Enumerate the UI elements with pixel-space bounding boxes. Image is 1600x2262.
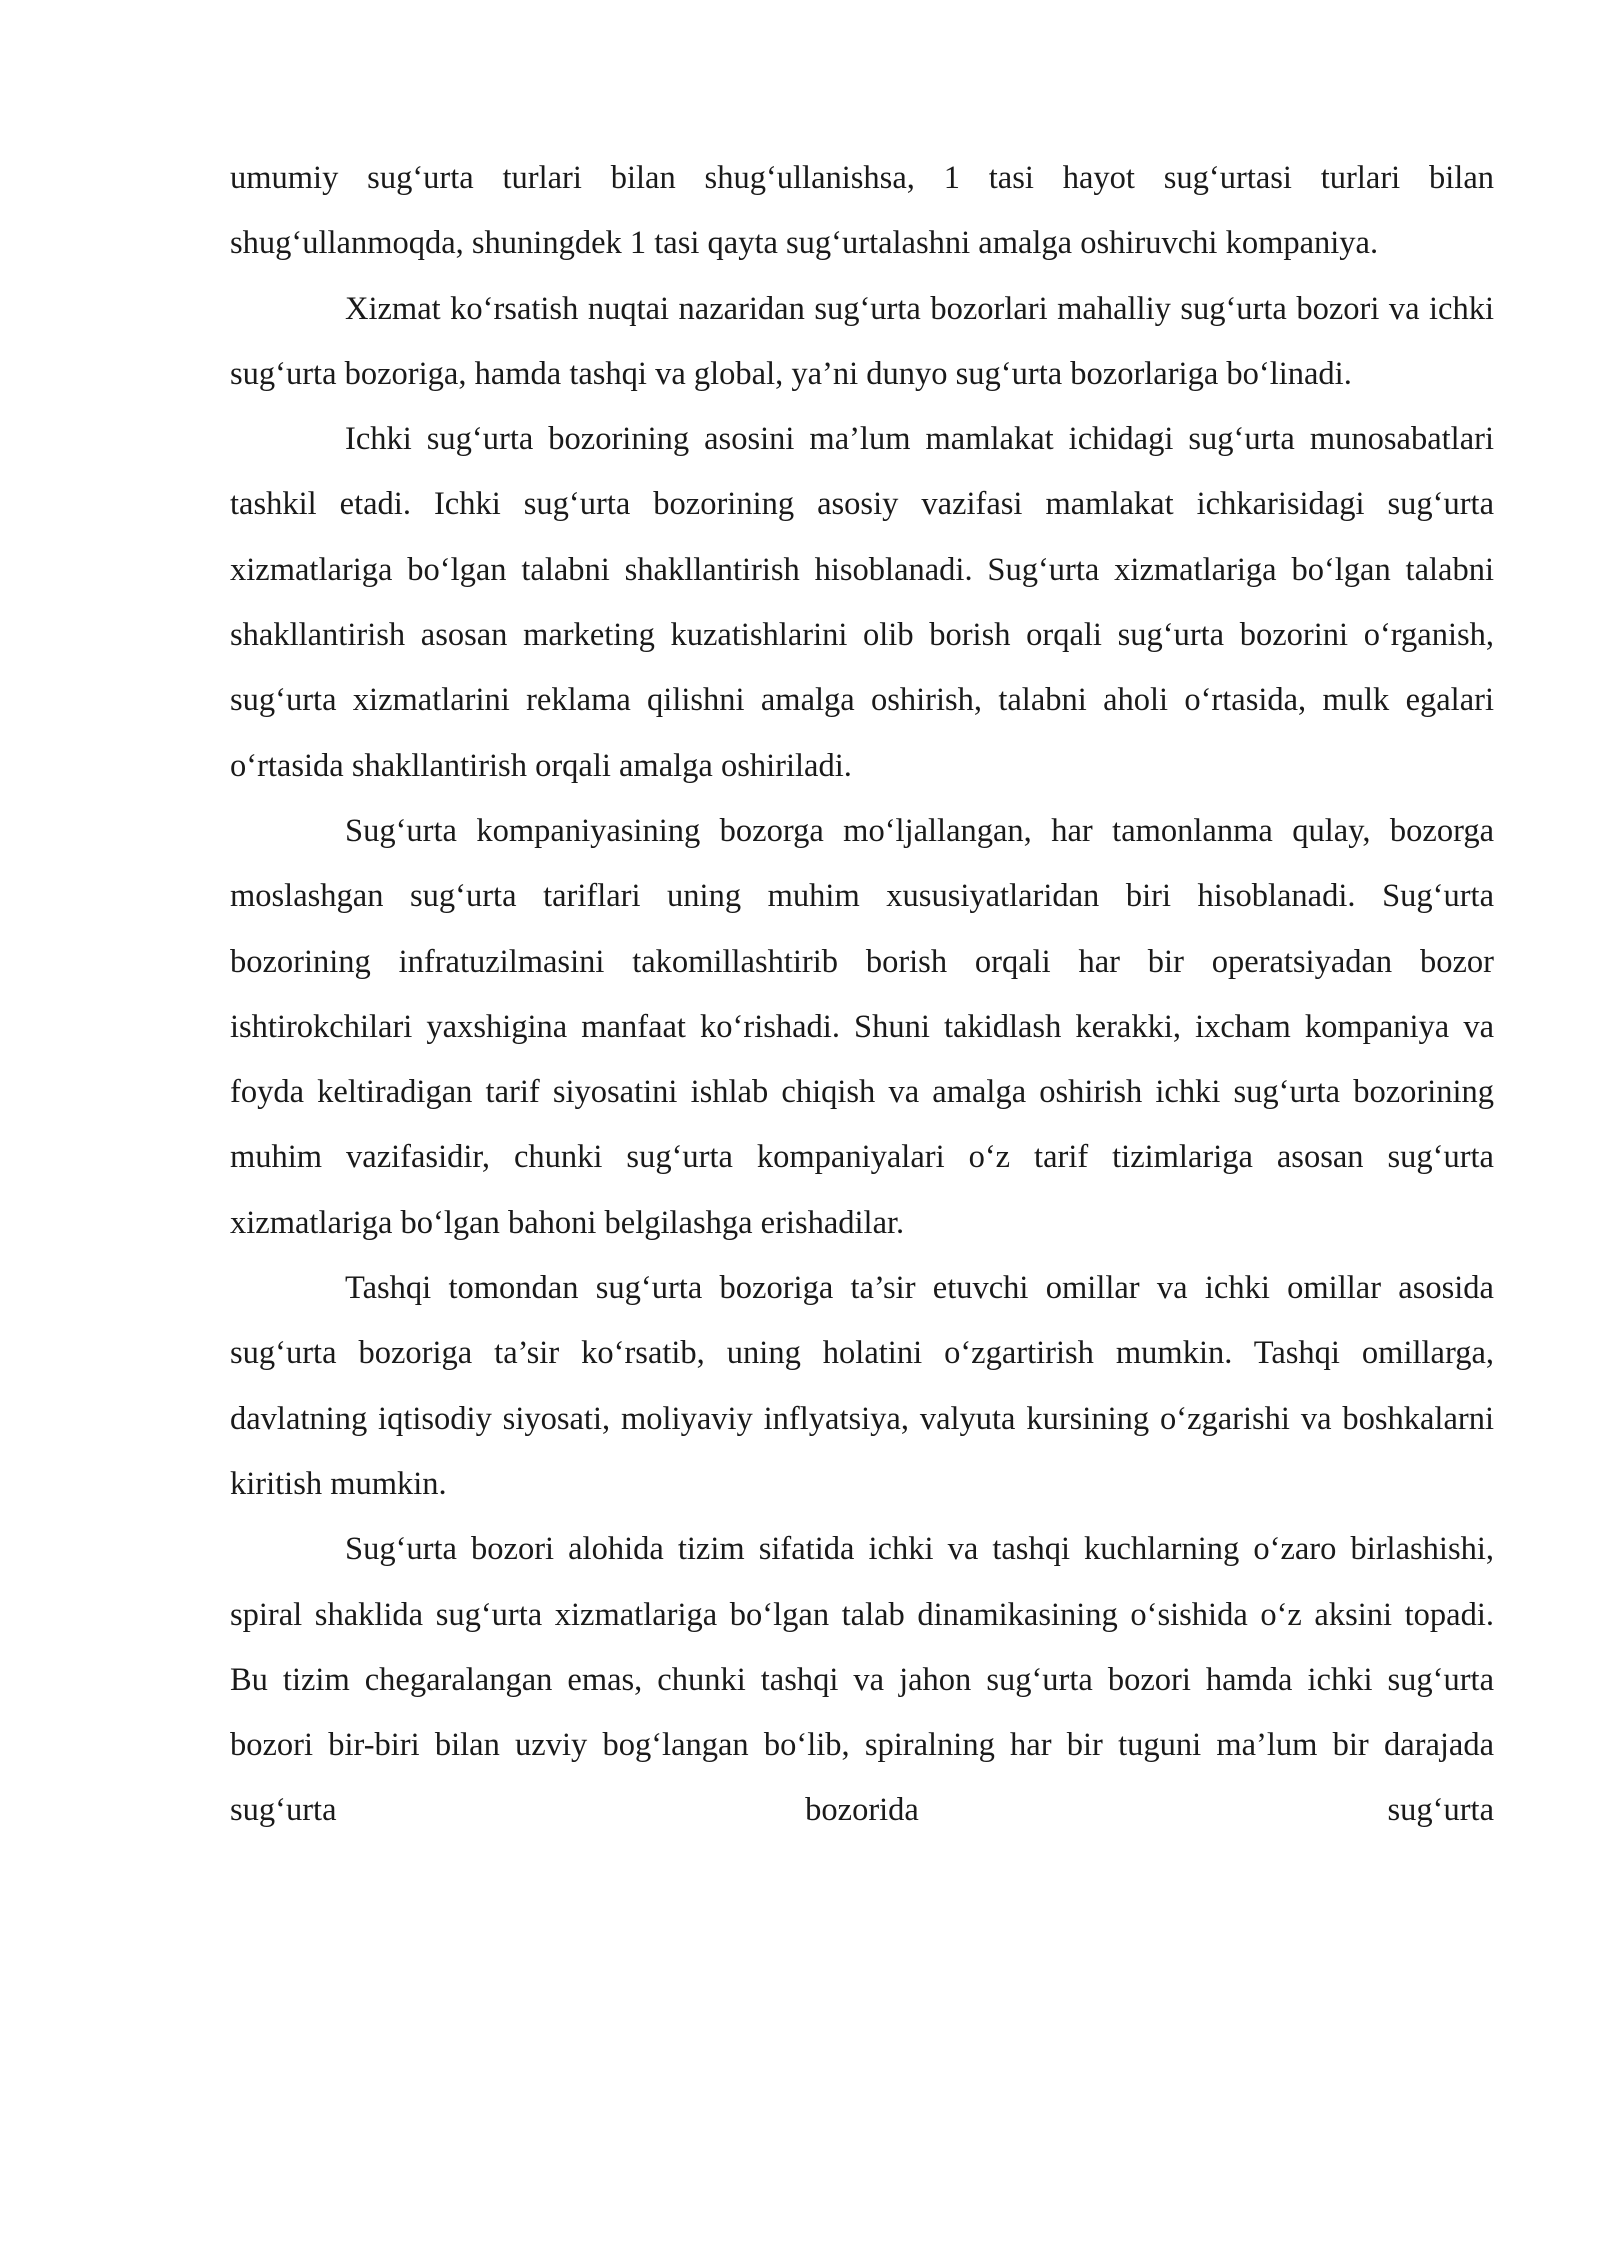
document-page <box>230 146 1494 1844</box>
paragraph-external-factors: Tashqi tomondan sug‘urta bozoriga ta’sir etuvchi omillar va ichki omillar asosida sug‘urta bozoriga ta’sir ko‘rsatib, uning holatini o‘zgartirish mumkin. Tashqi omillarga, davlatning iqtisodiy siyosati, moliyaviy inflyatsiya, valyuta kursining o‘zgarishi va boshkalarni kiritish mumkin. <box>230 1270 1494 1502</box>
paragraph-continued: umumiy sug‘urta turlari bilan shug‘ullanishsa, 1 tasi hayot sug‘urtasi turlari bilan shug‘ullanmoqda, shuningdek 1 tasi qayta sug‘urtalashni amalga oshiruvchi kompaniya. <box>230 160 1494 262</box>
paragraph-market-classification: Xizmat ko‘rsatish nuqtai nazaridan sug‘urta bozorlari mahalliy sug‘urta bozori va ichki sug‘urta bozoriga, hamda tashqi va global, ya’ni dunyo sug‘urta bozorlariga bo‘linadi. <box>230 290 1494 392</box>
paragraph-spiral-system: Sug‘urta bozori alohida tizim sifatida ichki va tashqi kuchlarning o‘zaro birlashishi, spiral shaklida sug‘urta xizmatlariga bo‘lgan talab dinamikasining o‘sishida o‘z aksini topadi. Bu tizim chegaralangan emas, chunki tashqi va jahon sug‘urta bozori hamda ichki sug‘urta bozori bir-biri bilan uzviy bog‘langan bo‘lib, spiralning har bir tuguni ma’lum bir darajada sug‘urta bozorida sug‘urta <box>230 1531 1494 1829</box>
paragraph-tariffs: Sug‘urta kompaniyasining bozorga mo‘ljallangan, har tamonlanma qulay, bozorga moslashgan sug‘urta tariflari uning muhim xususiyatlaridan biri hisoblanadi. Sug‘urta bozorining infratuzilmasini takomillashtirib borish orqali har bir operatsiyadan bozor ishtirokchilari yaxshigina manfaat ko‘rishadi. Shuni takidlash kerakki, ixcham kompaniya va foyda keltiradigan tarif siyosatini ishlab chiqish va amalga oshirish ichki sug‘urta bozorining muhim vazifasidir, chunki sug‘urta kompaniyalari o‘z tarif tizimlariga asosan sug‘urta xizmatlariga bo‘lgan bahoni belgilashga erishadilar. <box>230 812 1494 1241</box>
paragraph-domestic-market: Ichki sug‘urta bozorining asosini ma’lum mamlakat ichidagi sug‘urta munosabatlari tashkil etadi. Ichki sug‘urta bozorining asosiy vazifasi mamlakat ichkarisidagi sug‘urta xizmatlariga bo‘lgan talabni shakllantirish hisoblanadi. Sug‘urta xizmatlariga bo‘lgan talabni shakllantirish asosan marketing kuzatishlarini olib borish orqali sug‘urta bozorini o‘rganish, sug‘urta xizmatlarini reklama qilishni amalga oshirish, talabni aholi o‘rtasida, mulk egalari o‘rtasida shakllantirish orqali amalga oshiriladi. <box>230 421 1494 784</box>
